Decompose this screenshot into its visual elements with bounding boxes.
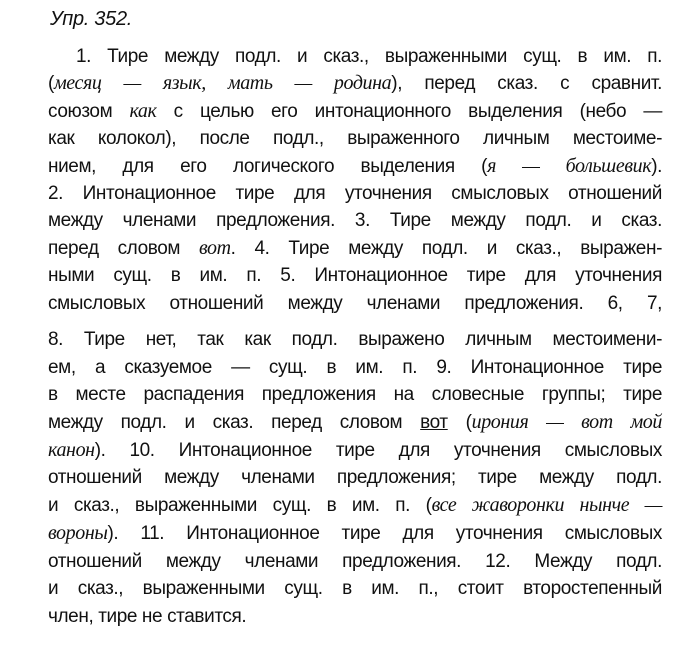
text-line [48, 70, 662, 97]
italic-example: вороны [48, 521, 108, 544]
text-line [48, 98, 662, 125]
italic-example: канон [48, 438, 95, 461]
text-segment: отношений между членами предложения; тире между подл. [48, 467, 662, 489]
italic-example: все жаворонки нынче — [431, 494, 662, 517]
text-segment: 1. Тире между подл. и сказ., выраженными сущ. в им. п. [76, 46, 662, 67]
text-line [48, 262, 662, 289]
italic-example: я — большевик [487, 154, 652, 177]
text-segment: в месте распадения предложения на словесные группы; тире [48, 384, 662, 406]
text-segment: ем, а сказуемое — сущ. в им. п. 9. Интонационное тире [48, 356, 662, 378]
text-line [48, 153, 662, 180]
text-segment: смысловых отношений между членами предложения. 6, 7, [48, 292, 662, 314]
text-segment: ). 11. Интонационное тире для уточнения смысловых [107, 522, 662, 544]
text-segment: ), перед сказ. с сравнит. [391, 73, 662, 95]
text-segment: отношений между членами предложения. 12. Между подл. [48, 550, 662, 572]
text-segment: нием, для его логического выделения ( [48, 155, 488, 177]
text-segment: ). 10. Интонационное тире для уточнения смысловых [94, 439, 662, 461]
text-line [48, 290, 662, 317]
italic-example: вот [198, 236, 231, 259]
italic-example: ирония — вот мой [471, 411, 663, 434]
answer-paragraph-2 [48, 326, 662, 631]
text-line [48, 207, 662, 234]
text-segment: между подл. и сказ. перед словом [48, 412, 421, 434]
text-line [48, 548, 662, 576]
text-segment: и сказ., выраженными сущ. в им. п., стоит второстепенный [48, 578, 662, 600]
text-segment: между членами предложения. 3. Тире между подл. и сказ. [48, 210, 662, 232]
text-line [48, 354, 662, 382]
text-segment: . 4. Тире между подл. и сказ., выражен- [230, 237, 662, 259]
italic-example: месяц — язык, мать — родина [53, 72, 392, 95]
text-line [48, 381, 662, 409]
text-line [48, 409, 662, 437]
text-segment: ными сущ. в им. п. 5. Интонационное тире для уточнения [48, 265, 662, 287]
italic-example: как [129, 99, 157, 122]
text-line [48, 575, 662, 603]
text-line [48, 326, 662, 354]
text-segment: 2. Интонационное тире для уточнения смысловых отношений [48, 182, 662, 204]
text-line [48, 180, 662, 207]
text-line [48, 43, 662, 70]
text-segment: и сказ., выраженными сущ. в им. п. ( [48, 495, 432, 517]
text-line [48, 437, 662, 465]
underlined-word: вот [420, 412, 448, 434]
text-line [48, 464, 662, 492]
text-line [48, 520, 662, 548]
answer-paragraph-1 [48, 43, 662, 317]
text-line [48, 603, 662, 631]
text-segment: ). [651, 155, 662, 177]
text-line [48, 125, 662, 152]
text-segment: член, тире не ставится. [48, 605, 247, 627]
text-segment: ( [447, 412, 472, 434]
exercise-title: Упр. 352. [50, 8, 133, 30]
text-segment: 8. Тире нет, так как подл. выражено личным местоимени- [48, 329, 662, 350]
text-line [48, 235, 662, 262]
text-segment: союзом [48, 100, 130, 122]
text-segment: с целью его интонационного выделения (небо — [156, 100, 662, 122]
text-segment: как колокол), после подл., выраженного личным местоиме- [48, 128, 662, 150]
text-segment: ( [48, 73, 54, 95]
text-line [48, 492, 662, 520]
text-segment: перед словом [48, 237, 199, 259]
